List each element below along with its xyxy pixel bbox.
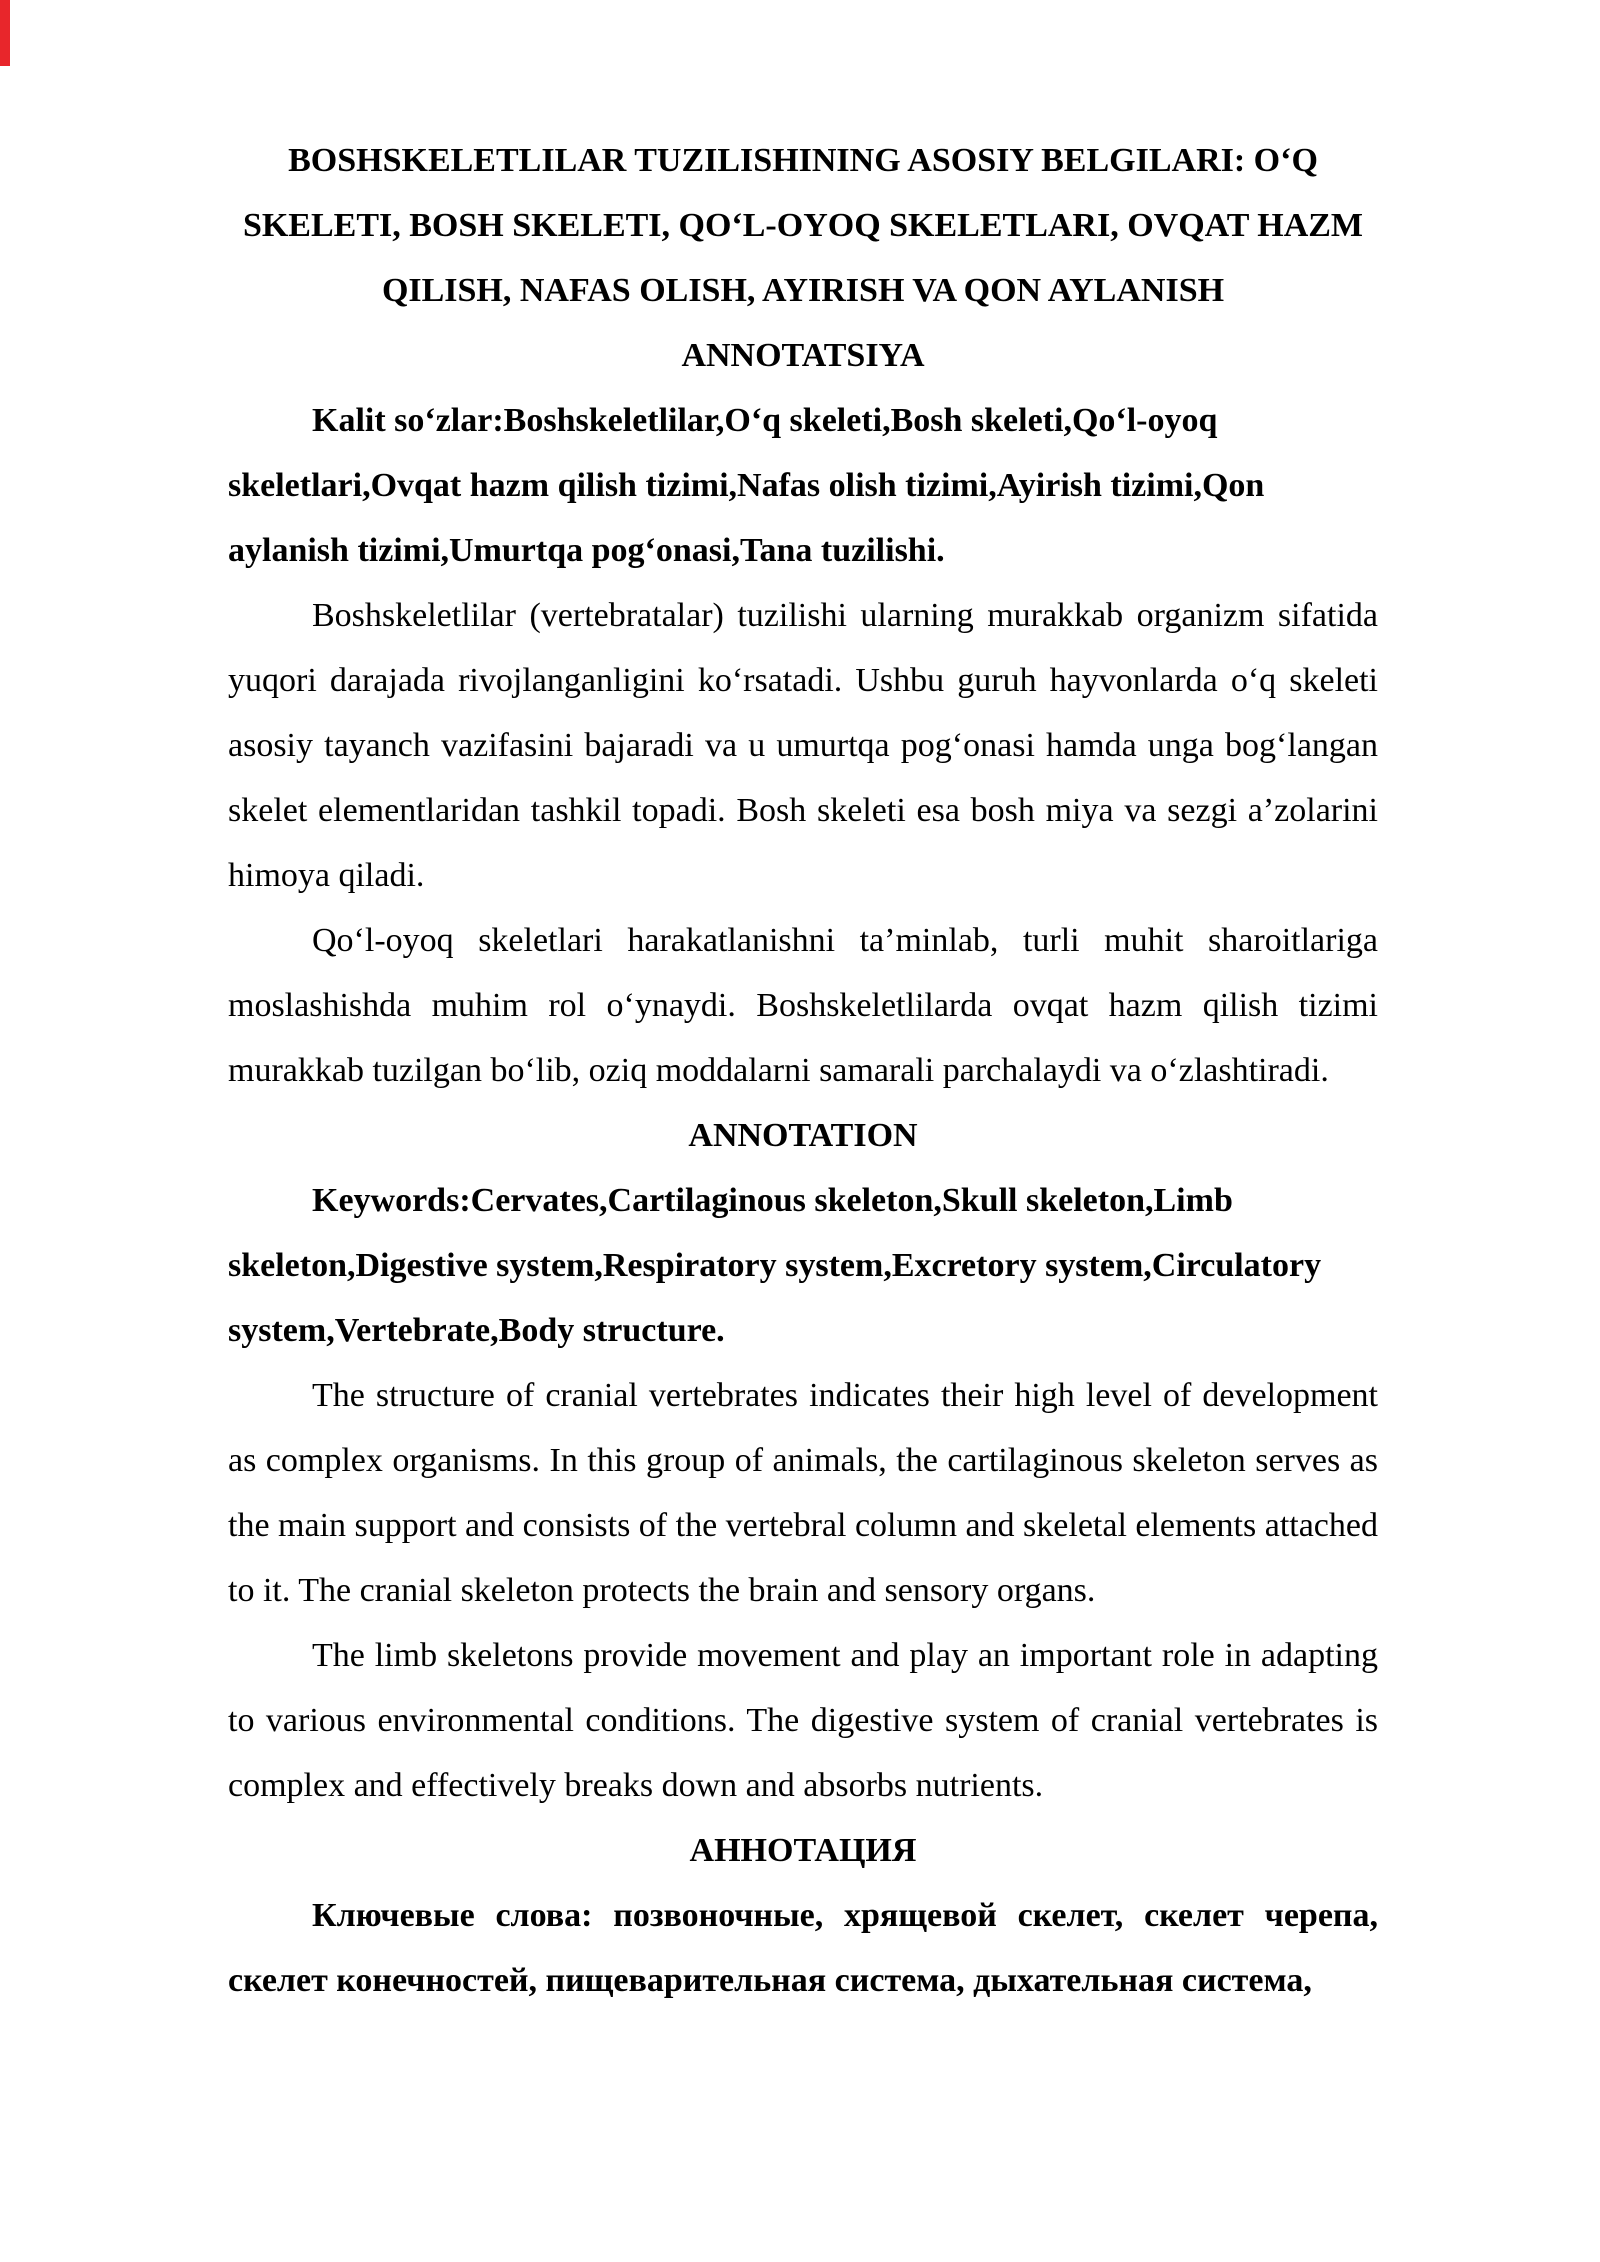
en-annotation-heading: ANNOTATION xyxy=(688,1117,918,1154)
en-paragraph-1: The structure of cranial vertebrates indicates their high level of development as complex organisms. In this group of animals, the cartilaginous skeleton serves as the main support and consists of the vertebral column and skeletal elements attached to it. The cranial skeleton protects the brain and sensory organs. xyxy=(228,1377,1378,1609)
en-keywords: Keywords:Cervates,Cartilaginous skeleton,Skull skeleton,Limb skeleton,Digestive system,Respiratory system,Excretory system,Circulatory system,Vertebrate,Body structure. xyxy=(228,1182,1322,1349)
red-corner-mark xyxy=(0,0,10,66)
document-title: BOSHSKELETLILAR TUZILISHINING ASOSIY BELGILARI: O‘Q SKELETI, BOSH SKELETI, QO‘L-OYOQ SKELETLARI, OVQAT HAZM QILISH, NAFAS OLISH, AYIRISH VA QON AYLANISH xyxy=(242,142,1364,309)
uz-annotation-heading: ANNOTATSIYA xyxy=(681,337,925,374)
uz-keywords: Kalit so‘zlar:Boshskeletlilar,O‘q skeleti,Bosh skeleti,Qo‘l-oyoq skeletlari,Ovqat hazm qilish tizimi,Nafas olish tizimi,Ayirish tizimi,Qon aylanish tizimi,Umurtqa pog‘onasi,Tana tuzilishi. xyxy=(228,402,1265,569)
en-paragraph-2: The limb skeletons provide movement and play an important role in adapting to various environmental conditions. The digestive system of cranial vertebrates is complex and effectively breaks down and absorbs nutrients. xyxy=(228,1637,1378,1804)
uz-paragraph-2: Qo‘l-oyoq skeletlari harakatlanishni ta’minlab, turli muhit sharoitlariga moslashishda muhim rol o‘ynaydi. Boshskeletlilarda ovqat hazm qilish tizimi murakkab tuzilgan bo‘lib, oziq moddalarni samarali parchalaydi va o‘zlashtiradi. xyxy=(228,922,1378,1089)
ru-keywords: Ключевые слова: позвоночные, хрящевой скелет, скелет черепа, скелет конечностей, пищеварительная система, дыхательная система, xyxy=(228,1897,1378,1999)
uz-paragraph-1: Boshskeletlilar (vertebratalar) tuzilishi ularning murakkab organizm sifatida yuqori darajada rivojlanganligini ko‘rsatadi. Ushbu guruh hayvonlarda o‘q skeleti asosiy tayanch vazifasini bajaradi va u umurtqa pog‘onasi hamda unga bog‘langan skelet elementlaridan tashkil topadi. Bosh skeleti esa bosh miya va sezgi a’zolarini himoya qiladi. xyxy=(228,597,1378,894)
ru-annotation-heading: АННОТАЦИЯ xyxy=(689,1832,917,1869)
document-content xyxy=(228,128,1378,2013)
